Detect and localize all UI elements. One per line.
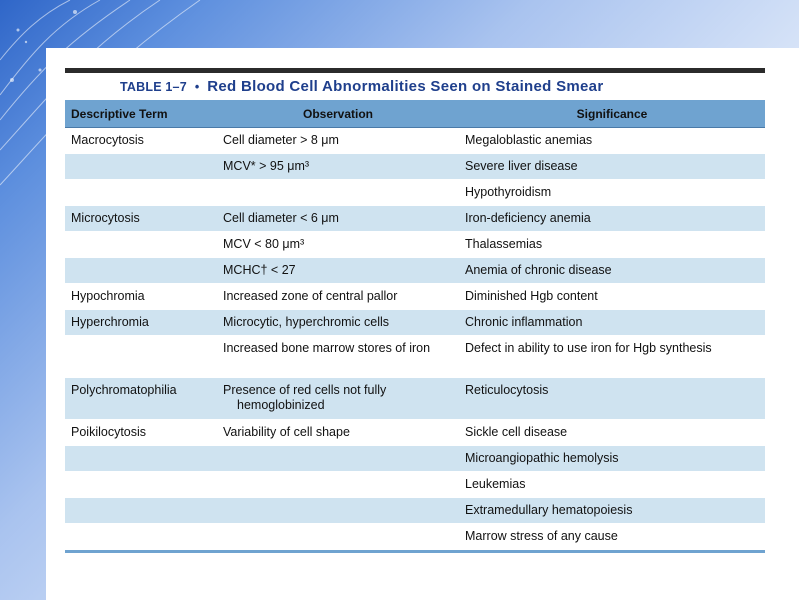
cell-observation: MCHC† < 27 (217, 258, 459, 284)
table-row (65, 206, 765, 232)
cell-term (65, 446, 217, 472)
cell-significance: Microangiopathic hemolysis (459, 446, 765, 472)
rbc-table-figure (65, 68, 765, 553)
rbc-abnormalities-table (65, 100, 765, 550)
cell-observation (217, 180, 459, 206)
column-header-observation: Observation (217, 100, 459, 128)
cell-significance: Chronic inflammation (459, 310, 765, 336)
table-row (65, 446, 765, 472)
cell-significance: Reticulocytosis (459, 378, 765, 420)
cell-term (65, 498, 217, 524)
cell-observation: MCV < 80 μm³ (217, 232, 459, 258)
cell-significance: Extramedullary hematopoiesis (459, 498, 765, 524)
cell-term: Hypochromia (65, 284, 217, 310)
cell-significance: Anemia of chronic disease (459, 258, 765, 284)
cell-significance: Hypothyroidism (459, 180, 765, 206)
table-row (65, 232, 765, 258)
cell-term (65, 524, 217, 550)
cell-significance: Marrow stress of any cause (459, 524, 765, 550)
cell-observation (217, 498, 459, 524)
cell-observation-text: Increased bone marrow stores of iron (223, 341, 431, 355)
table-row (65, 310, 765, 336)
cell-term (65, 258, 217, 284)
table-row (65, 472, 765, 498)
cell-observation: Variability of cell shape (217, 420, 459, 446)
table-row (65, 128, 765, 154)
cell-significance: Megaloblastic anemias (459, 128, 765, 154)
cell-observation (217, 446, 459, 472)
cell-observation (217, 378, 459, 420)
cell-observation-text: Presence of red cells not fully hemoglobinized (223, 383, 387, 412)
cell-observation (217, 336, 459, 378)
cell-significance: Sickle cell disease (459, 420, 765, 446)
table-row (65, 258, 765, 284)
cell-term: Poikilocytosis (65, 420, 217, 446)
table-row (65, 524, 765, 550)
cell-observation: Cell diameter < 6 μm (217, 206, 459, 232)
cell-observation: Increased zone of central pallor (217, 284, 459, 310)
cell-significance: Defect in ability to use iron for Hgb synthesis (459, 336, 765, 378)
table-row (65, 284, 765, 310)
cell-term (65, 180, 217, 206)
cell-term (65, 232, 217, 258)
cell-significance: Leukemias (459, 472, 765, 498)
cell-significance: Severe liver disease (459, 154, 765, 180)
cell-term (65, 472, 217, 498)
table-row (65, 498, 765, 524)
table-label: TABLE 1–7 (120, 80, 187, 94)
table-row (65, 378, 765, 420)
table-row (65, 336, 765, 378)
cell-observation: MCV* > 95 μm³ (217, 154, 459, 180)
cell-term: Microcytosis (65, 206, 217, 232)
table-row (65, 154, 765, 180)
column-header-descriptive-term: Descriptive Term (65, 100, 217, 128)
table-title: Red Blood Cell Abnormalities Seen on Stained Smear (207, 78, 604, 95)
cell-significance: Iron-deficiency anemia (459, 206, 765, 232)
cell-significance: Thalassemias (459, 232, 765, 258)
table-row (65, 180, 765, 206)
cell-observation: Cell diameter > 8 μm (217, 128, 459, 154)
cell-term: Polychromatophilia (65, 378, 217, 420)
cell-term: Macrocytosis (65, 128, 217, 154)
cell-term (65, 336, 217, 378)
cell-significance: Diminished Hgb content (459, 284, 765, 310)
cell-observation (217, 472, 459, 498)
cell-term: Hyperchromia (65, 310, 217, 336)
slide-panel (46, 48, 799, 600)
table-row (65, 420, 765, 446)
title-bullet: • (194, 80, 200, 94)
cell-observation (217, 524, 459, 550)
cell-observation: Microcytic, hyperchromic cells (217, 310, 459, 336)
cell-term (65, 154, 217, 180)
column-header-significance: Significance (459, 100, 765, 128)
bottom-rule (65, 550, 765, 553)
table-title-row (65, 73, 765, 100)
table-header-row (65, 100, 765, 128)
